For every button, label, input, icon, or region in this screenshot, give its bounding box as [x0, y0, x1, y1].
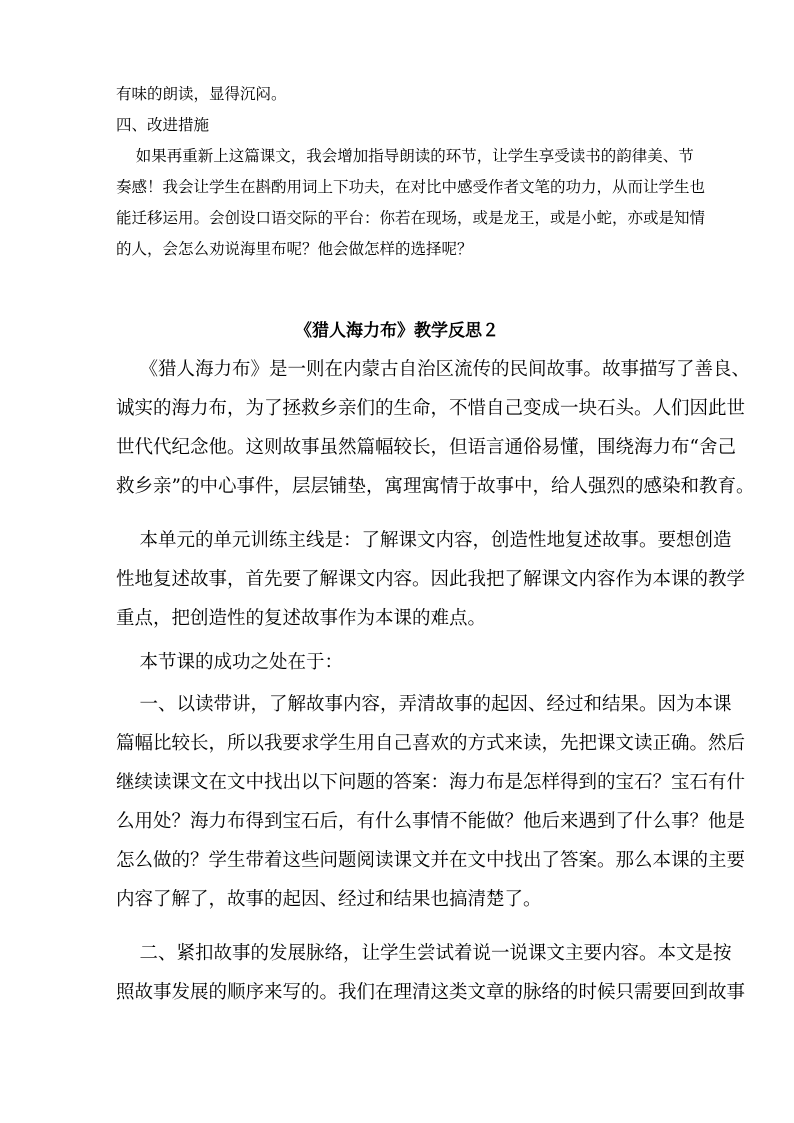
paragraph-line: 能迁移运用。会创设口语交际的平台：你若在现场，或是龙王，或是小蛇，亦或是知情: [116, 209, 706, 227]
paragraph-line: 《猎人海力布》是一则在内蒙古自治区流传的民间故事。故事描写了善良、: [116, 359, 751, 380]
document-title: 《猎人海力布》教学反思２: [295, 321, 499, 341]
paragraph-line: 么用处？海力布得到宝石后，有什么事情不能做？他后来遇到了什么事？他是: [116, 811, 746, 832]
paragraph-line: 篇幅比较长，所以我要求学生用自己喜欢的方式来读，先把课文读正确。然后: [116, 733, 746, 754]
paragraph-line: 本单元的单元训练主线是：了解课文内容，创造性地复述故事。要想创造: [116, 530, 732, 551]
paragraph-line: 有味的朗读，显得沉闷。: [116, 85, 287, 103]
paragraph-line: 怎么做的？学生带着这些问题阅读课文并在文中找出了答案。那么本课的主要: [116, 850, 746, 871]
paragraph-line: 性地复述故事，首先要了解课文内容。因此我把了解课文内容作为本课的教学: [116, 569, 746, 590]
paragraph-line: 本节课的成功之处在于：: [116, 652, 344, 673]
paragraph-line: 奏感！我会让学生在斟酌用词上下功夫，在对比中感受作者文笔的功力，从而让学生也: [116, 178, 706, 196]
paragraph-line: 内容了解了，故事的起因、经过和结果也搞清楚了。: [116, 889, 542, 910]
paragraph-line: 重点，把创造性的复述故事作为本课的难点。: [116, 608, 487, 629]
paragraph-line: 二、紧扣故事的发展脉络，让学生尝试着说一说课文主要内容。本文是按: [116, 943, 732, 964]
paragraph-line: 照故事发展的顺序来写的。我们在理清这类文章的脉络的时候只需要回到故事: [116, 982, 746, 1003]
paragraph-line: 世代代纪念他。这则故事虽然篇幅较长，但语言通俗易懂，围绕海力布“舍己: [116, 437, 736, 458]
paragraph-line: 一、以读带讲，了解故事内容，弄清故事的起因、经过和结果。因为本课: [116, 694, 732, 715]
paragraph-line: 救乡亲”的中心事件，层层铺垫，寓理寓情于故事中，给人强烈的感染和教育。: [116, 476, 755, 497]
paragraph-line: 诚实的海力布，为了拯救乡亲们的生命，不惜自己变成一块石头。人们因此世: [116, 398, 746, 419]
paragraph-line: 如果再重新上这篇课文，我会增加指导朗读的环节，让学生享受读书的韵律美、节: [116, 147, 694, 165]
paragraph-line: 的人，会怎么劝说海里布呢？他会做怎样的选择呢？: [116, 240, 473, 258]
paragraph-line: 继续读课文在文中找出以下问题的答案：海力布是怎样得到的宝石？宝石有什: [116, 772, 746, 793]
section-heading: 四、改进措施: [116, 116, 210, 134]
